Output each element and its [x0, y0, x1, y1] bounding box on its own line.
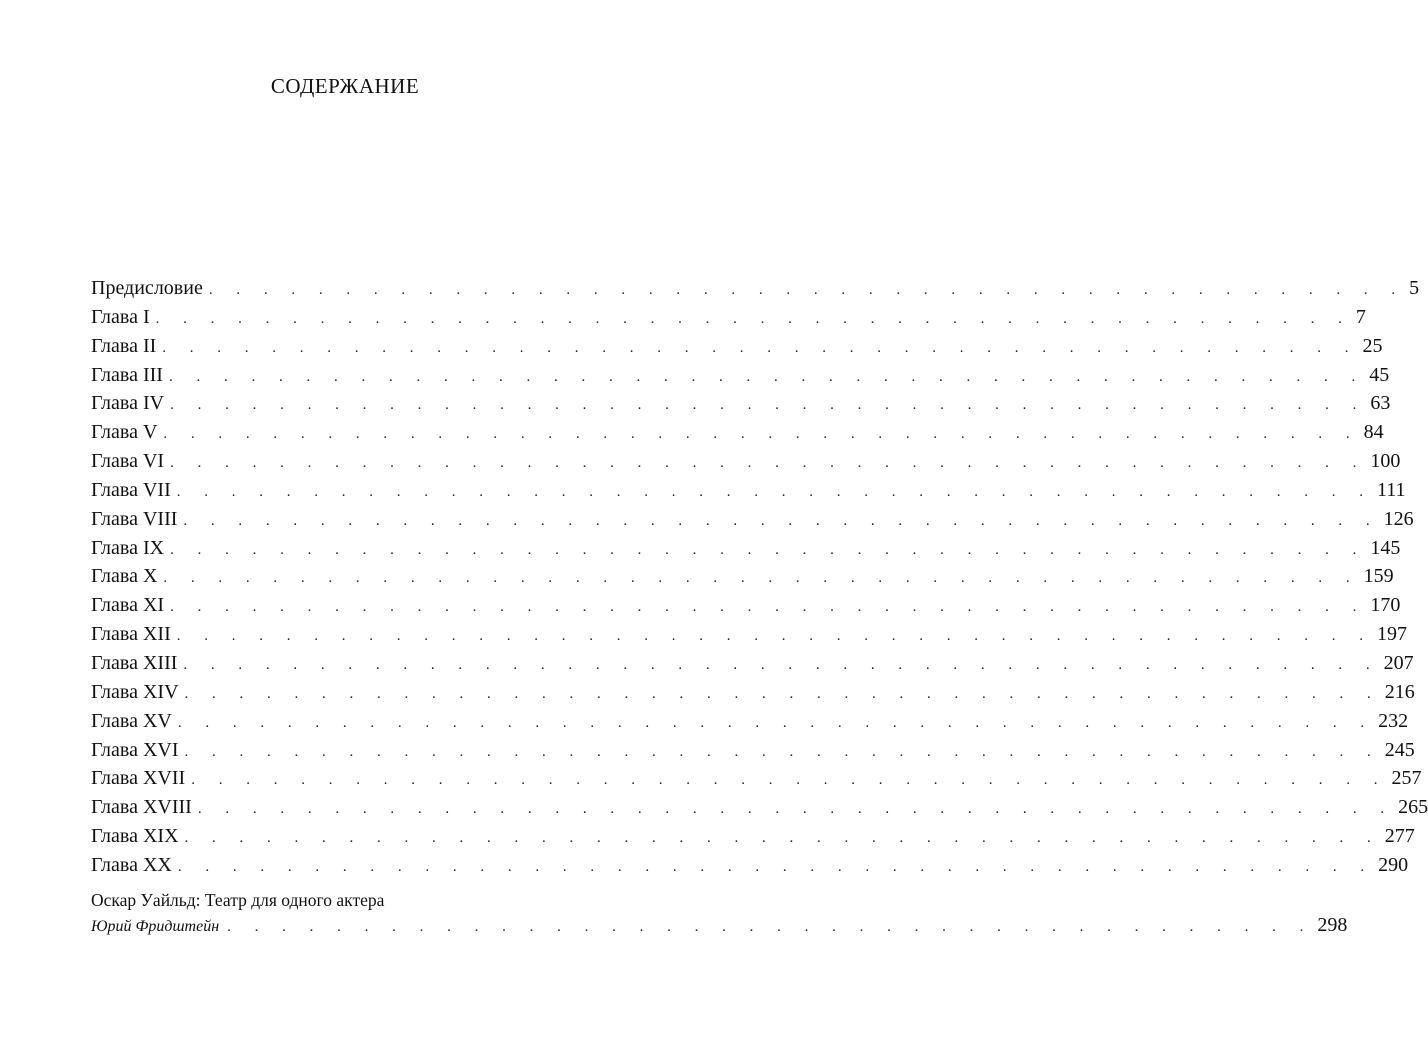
dot-leader: . . . . . . . . . . . . . . . . . . . . . . . . . . . . . . . . . . . . . . . . . . . .: [163, 426, 1360, 443]
dot-leader: . . . . . . . . . . . . . . . . . . . . . . . . . . . . . . . . . . . . . . . . . . . .: [191, 772, 1388, 789]
toc-entry: [91, 562, 1394, 591]
toc-entry-page-number: 111: [1377, 478, 1406, 501]
toc-entry-label: Глава V: [91, 421, 158, 444]
afterword-page-number: 298: [1317, 914, 1348, 936]
dot-leader: . . . . . . . . . . . . . . . . . . . . . . . . . . . . . . . . . . . . . . . . . . . .: [168, 368, 1366, 385]
toc-entry-page-number: 5: [1409, 277, 1420, 299]
toc-entry: [91, 447, 1401, 476]
dot-leader: . . . . . . . . . . . . . . . . . . . . . . . . . . . . . . . . . . . . . . . . . . . .: [184, 743, 1381, 760]
dot-leader: . . . . . . . . . . . . . . . . . . . . . . . . . . . . . . . . . . . . . . . . . . . .: [177, 858, 1375, 875]
dot-leader: . . . . . . . . . . . . . . . . . . . . . . . . . . . . . . . . . . . . . . . . . . . .: [155, 310, 1352, 327]
toc-entry-page-number: 290: [1378, 853, 1409, 876]
afterword-author: Юрий Фридштейн: [91, 918, 220, 935]
toc-entry-page-number: 216: [1384, 680, 1415, 703]
toc-entry: [91, 274, 1420, 303]
toc-entry-label: Глава XII: [91, 623, 171, 646]
toc-entry-page-number: 245: [1384, 738, 1415, 761]
dot-leader: . . . . . . . . . . . . . . . . . . . . . . . . . . . . . . . . . . . . . . . . . . . .: [183, 512, 1380, 529]
toc-entry-page-number: 126: [1383, 507, 1414, 530]
toc-entry-label: Глава II: [91, 334, 157, 357]
dot-leader: . . . . . . . . . . . . . . . . . . . . . . . . . . . . . . . . . . . . . . . . . . . .: [184, 685, 1381, 702]
toc-entry-page-number: 63: [1370, 392, 1391, 415]
dot-leader: . . . . . . . . . . . . . . . . . . . . . . . . . . . . . . . . . . . . . . . .: [227, 919, 1314, 935]
dot-leader: . . . . . . . . . . . . . . . . . . . . . . . . . . . . . . . . . . . . . . . . . . . .: [177, 714, 1375, 731]
toc-entry-page-number: 232: [1378, 709, 1409, 732]
toc-entry-label: Глава XX: [91, 853, 172, 876]
toc-entry: [91, 793, 1428, 822]
dot-leader: . . . . . . . . . . . . . . . . . . . . . . . . . . . . . . . . . . . . . . . . . . . .: [183, 656, 1380, 673]
dot-leader: . . . . . . . . . . . . . . . . . . . . . . . . . . . . . . . . . . . . . . . . . . . .: [184, 830, 1381, 847]
toc-entry-label: Глава VI: [91, 450, 165, 473]
toc-entry: [91, 591, 1401, 620]
toc-entry-page-number: 25: [1362, 334, 1383, 357]
toc-entry: [91, 736, 1415, 765]
dot-leader: . . . . . . . . . . . . . . . . . . . . . . . . . . . . . . . . . . . . . . . . . . . .: [170, 599, 1367, 616]
toc-entry: [91, 649, 1414, 678]
toc-entry-page-number: 100: [1370, 450, 1401, 473]
toc-entry-label: Глава XIV: [91, 680, 179, 703]
toc-entry: [91, 534, 1401, 563]
toc-entry: [91, 418, 1384, 447]
toc-entry-label: Глава XVII: [91, 767, 186, 790]
toc-entry: [91, 851, 1409, 880]
toc-entry-label: Глава VIII: [91, 507, 178, 530]
toc-entry-page-number: 170: [1370, 594, 1401, 617]
afterword-title: Оскар Уайльд: Театр для одного актера: [91, 890, 385, 910]
toc-entry: [91, 389, 1391, 418]
toc-entry-label: Глава III: [91, 363, 163, 386]
toc-entry: [91, 505, 1414, 534]
toc-entry-page-number: 7: [1355, 305, 1366, 328]
toc-entry-label: Глава X: [91, 565, 158, 588]
toc-entry-page-number: 159: [1363, 565, 1394, 588]
toc-entry-page-number: 145: [1370, 536, 1401, 559]
toc-entry: [91, 332, 1383, 361]
toc-entry-page-number: 265: [1398, 796, 1428, 819]
dot-leader: . . . . . . . . . . . . . . . . . . . . . . . . . . . . . . . . . . . . . . . . . . . .: [162, 339, 1359, 356]
toc-entry-label: Глава XIII: [91, 651, 178, 674]
dot-leader: . . . . . . . . . . . . . . . . . . . . . . . . . . . . . . . . . . . . . . . . . . . .: [197, 801, 1395, 818]
dot-leader: . . . . . . . . . . . . . . . . . . . . . . . . . . . . . . . . . . . . . . . . . . . .: [208, 282, 1406, 298]
toc-entry: [91, 822, 1415, 851]
toc-entry-label: Глава XVIII: [91, 796, 192, 819]
toc-entry-label: Глава XI: [91, 594, 165, 617]
dot-leader: . . . . . . . . . . . . . . . . . . . . . . . . . . . . . . . . . . . . . . . . . . . .: [170, 455, 1367, 472]
toc-entry: [91, 620, 1407, 649]
toc-entry-label: Глава I: [91, 305, 150, 328]
toc-entry-page-number: 45: [1369, 363, 1390, 386]
toc-entry-page-number: 277: [1384, 825, 1415, 848]
afterword-entry: [91, 888, 1348, 938]
dot-leader: . . . . . . . . . . . . . . . . . . . . . . . . . . . . . . . . . . . . . . . . . . . .: [170, 397, 1367, 414]
toc-entry-label: Глава XIX: [91, 825, 179, 848]
dot-leader: . . . . . . . . . . . . . . . . . . . . . . . . . . . . . . . . . . . . . . . . . . . .: [176, 483, 1373, 500]
toc-entry-page-number: 84: [1363, 421, 1384, 444]
toc-entry: [91, 303, 1366, 332]
toc-entry: [91, 476, 1406, 505]
toc-entry-label: Глава IX: [91, 536, 165, 559]
toc-entry-page-number: 207: [1383, 651, 1414, 674]
table-of-contents: [91, 274, 1428, 880]
dot-leader: . . . . . . . . . . . . . . . . . . . . . . . . . . . . . . . . . . . . . . . . . . . .: [163, 570, 1360, 587]
dot-leader: . . . . . . . . . . . . . . . . . . . . . . . . . . . . . . . . . . . . . . . . . . . .: [170, 541, 1367, 558]
toc-entry-page-number: 197: [1377, 623, 1407, 646]
toc-entry: [91, 707, 1409, 736]
toc-entry: [91, 678, 1415, 707]
toc-entry-label: Глава IV: [91, 392, 165, 415]
toc-entry-page-number: 257: [1391, 767, 1422, 790]
toc-entry-label: Глава XV: [91, 709, 172, 732]
toc-entry: [91, 361, 1390, 390]
page-title: СОДЕРЖАНИЕ: [270, 74, 420, 98]
toc-entry-label: Глава VII: [91, 478, 171, 501]
toc-entry: [91, 764, 1422, 793]
toc-entry-label: Предисловие: [91, 277, 203, 299]
afterword-row: [91, 912, 1348, 938]
toc-entry-label: Глава XVI: [91, 738, 179, 761]
dot-leader: . . . . . . . . . . . . . . . . . . . . . . . . . . . . . . . . . . . . . . . . . . . .: [176, 628, 1373, 645]
